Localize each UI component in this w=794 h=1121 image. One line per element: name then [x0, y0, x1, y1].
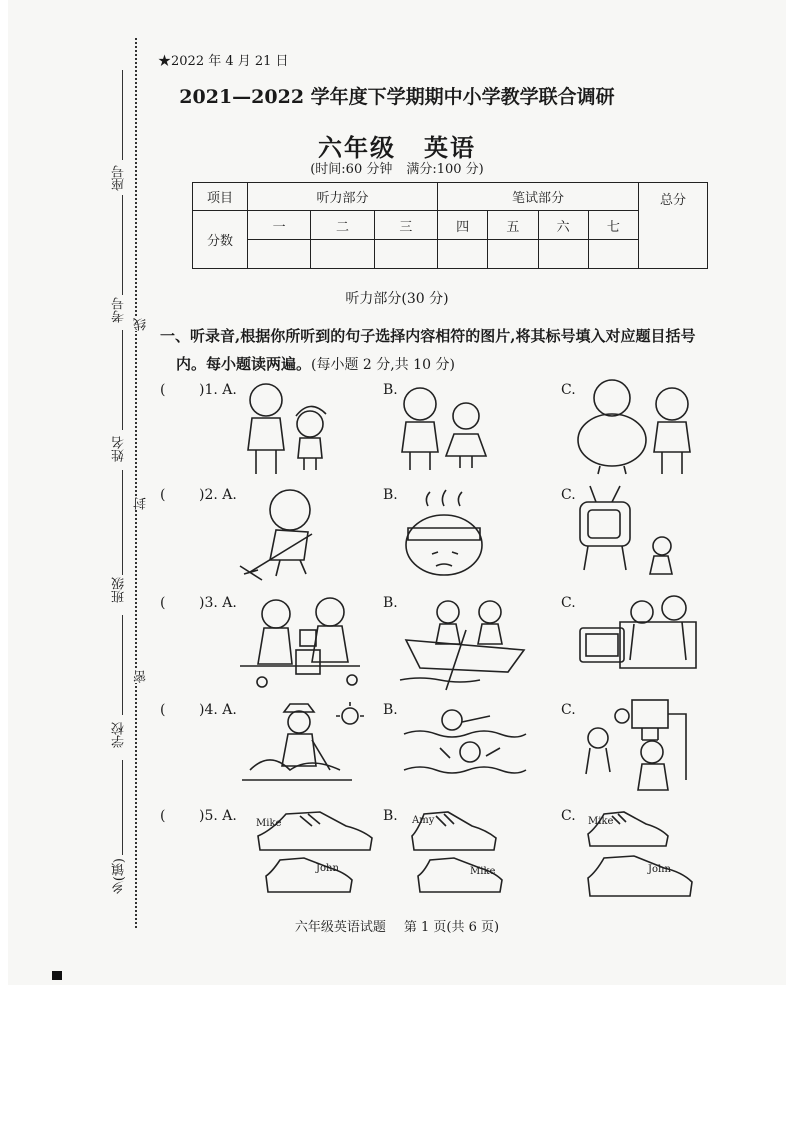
question-number: )3. A. — [199, 595, 237, 611]
option-b-label: B. — [383, 382, 398, 398]
q2-a-picture — [240, 490, 312, 580]
q1-c-picture — [578, 380, 690, 474]
seal-line-char: 线 — [134, 318, 149, 331]
option-b-label: B. — [383, 702, 398, 718]
score-header-item: 项目 — [193, 183, 248, 211]
score-col-1: 一 — [248, 211, 311, 240]
exam-no-label: 考号 — [112, 297, 127, 323]
class-label: 班级 — [112, 577, 127, 603]
seal-secret-char: 密 — [134, 670, 149, 683]
score-header-total: 总分 — [639, 183, 708, 269]
question-number: )2. A. — [199, 487, 237, 503]
q3-b-picture — [400, 601, 524, 690]
scan-corner-mark — [52, 971, 62, 980]
score-col-6: 六 — [538, 211, 588, 240]
option-b-label: B. — [383, 808, 398, 824]
seal-seal-char: 封 — [134, 497, 149, 510]
school-label: 学校 — [112, 722, 127, 748]
footer-paper-name: 六年级英语试题 — [294, 920, 386, 935]
seat-label: 座号 — [112, 165, 127, 191]
full-score-text: 满分:100 分) — [406, 162, 484, 177]
option-c-label: C. — [561, 702, 576, 718]
q4-b-picture — [404, 710, 526, 773]
answer-bracket[interactable]: ( — [160, 487, 166, 503]
score-header-listening: 听力部分 — [248, 183, 438, 211]
q4-a-picture — [242, 702, 364, 780]
q1-a-picture — [248, 384, 326, 474]
shoe-b-bottom-name: Mike — [470, 866, 496, 877]
q3-a-picture — [240, 598, 360, 687]
instruction-note: (每小题 2 分,共 10 分) — [311, 357, 455, 373]
name-label: 姓名 — [112, 436, 127, 462]
q1-b-picture — [402, 388, 486, 470]
subject-text: 英语 — [424, 133, 476, 162]
score-col-5: 五 — [488, 211, 538, 240]
grade-text: 六年级 — [318, 133, 396, 162]
instruction-line-1: 一、听录音,根据你所听到的句子选择内容相符的图片,将其标号填入对应题目括号 — [160, 327, 696, 345]
score-col-3: 三 — [374, 211, 437, 240]
question-number: )5. A. — [199, 808, 237, 824]
option-c-label: C. — [561, 382, 576, 398]
answer-bracket[interactable]: ( — [160, 595, 166, 611]
option-b-label: B. — [383, 487, 398, 503]
q4-c-picture — [586, 700, 686, 790]
shoe-a-top-name: Mike — [256, 818, 282, 829]
score-row-label: 分数 — [193, 211, 248, 269]
answer-bracket[interactable]: ( — [160, 702, 166, 718]
question-number: )1. A. — [199, 382, 237, 398]
shoe-b-top-name: Amy — [412, 815, 435, 826]
footer-page-number: 第 1 页(共 6 页) — [403, 920, 500, 935]
page-footer — [0, 916, 794, 935]
exam-date: ★2022 年 4 月 21 日 — [158, 54, 289, 69]
score-col-2: 二 — [311, 211, 374, 240]
score-header-written: 笔试部分 — [438, 183, 639, 211]
town-label: 乡(镇) — [112, 858, 127, 895]
q3-c-picture — [580, 596, 696, 668]
instruction-line-2: 内。每小题读两遍。 — [176, 355, 312, 373]
section-heading: 听力部分(30 分) — [345, 291, 449, 307]
shoe-c-top-name: Mike — [588, 816, 614, 827]
time-text: (时间:60 分钟 — [310, 162, 393, 177]
score-col-4: 四 — [438, 211, 488, 240]
score-col-7: 七 — [588, 211, 638, 240]
q2-b-picture — [406, 490, 482, 575]
answer-bracket[interactable]: ( — [160, 382, 166, 398]
shoe-c-bottom-name: John — [648, 864, 671, 875]
answer-bracket[interactable]: ( — [160, 808, 166, 824]
question-number: )4. A. — [199, 702, 237, 718]
q2-c-picture — [580, 486, 672, 574]
option-c-label: C. — [561, 487, 576, 503]
option-b-label: B. — [383, 595, 398, 611]
option-c-label: C. — [561, 595, 576, 611]
option-c-label: C. — [561, 808, 576, 824]
exam-title: 2021—2022 学年度下学期期中小学教学联合调研 — [179, 86, 615, 108]
shoe-a-bottom-name: John — [316, 863, 339, 874]
